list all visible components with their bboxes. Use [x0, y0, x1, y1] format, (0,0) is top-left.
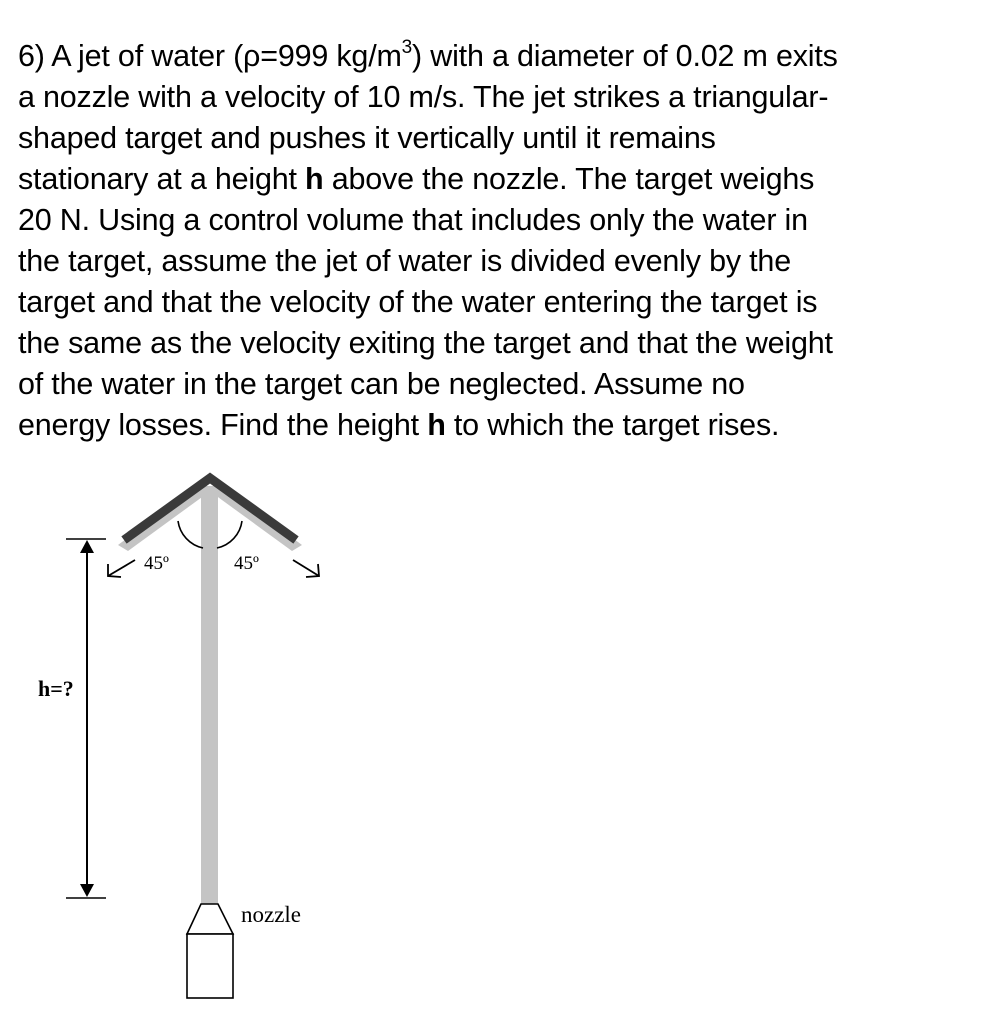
problem-line-9: of the water in the target can be neglected. Assume no: [18, 367, 745, 401]
jet-target-diagram: [0, 460, 1000, 1020]
problem-line-10: energy losses. Find the height h to which the target rises.: [18, 408, 780, 442]
water-jet: [201, 486, 218, 904]
height-arrow-down: [80, 884, 94, 897]
problem-line-6: the target, assume the jet of water is divided evenly by the: [18, 244, 791, 278]
nozzle-label: nozzle: [241, 902, 302, 927]
problem-statement: [18, 36, 993, 446]
nozzle-body: [187, 934, 233, 998]
superscript-3: 3: [401, 36, 413, 58]
problem-line-5: 20 N. Using a control volume that includes only the water in: [18, 203, 808, 237]
angle-label-left: 45º: [144, 553, 169, 574]
height-arrow-up: [80, 540, 94, 553]
bold-h: h: [305, 162, 324, 196]
problem-line-2: a nozzle with a velocity of 10 m/s. The jet strikes a triangular-: [18, 80, 829, 114]
angle-arc-left: [178, 521, 203, 548]
nozzle-cone: [187, 904, 233, 934]
problem-line-7: target and that the velocity of the water entering the target is: [18, 285, 818, 319]
bold-h: h: [427, 408, 446, 442]
problem-line-8: the same as the velocity exiting the target and that the weight: [18, 326, 833, 360]
angle-label-right: 45º: [234, 553, 259, 574]
problem-line-1: 6) A jet of water (ρ=999 $kg/m^3$) with a diameter of 0.02 m exits: [18, 36, 838, 73]
problem-line-3: shaped target and pushes it vertically until it remains: [18, 121, 716, 155]
angle-arc-right: [217, 521, 242, 548]
problem-line-4: stationary at a height h above the nozzle. The target weighs: [18, 162, 815, 196]
exit-arrow-right: [293, 560, 319, 577]
height-label: h=?: [38, 676, 74, 701]
exit-arrow-left: [108, 560, 135, 577]
